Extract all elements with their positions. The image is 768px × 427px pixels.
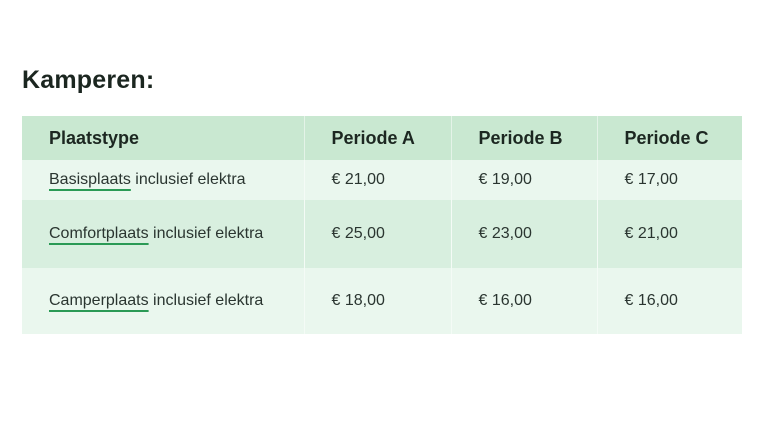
price-periode-a: € 25,00 (304, 200, 451, 268)
comfortplaats-link[interactable]: Comfortplaats (49, 225, 149, 242)
column-header-periode-b: Periode B (451, 116, 597, 160)
type-cell (22, 268, 304, 334)
table-row (22, 160, 742, 200)
column-header-plaatstype: Plaatstype (22, 116, 304, 160)
camperplaats-link[interactable]: Camperplaats (49, 292, 149, 309)
column-header-periode-c: Periode C (597, 116, 742, 160)
type-suffix: inclusief elektra (148, 225, 264, 242)
price-periode-b: € 16,00 (451, 268, 597, 334)
table-row (22, 200, 742, 268)
price-periode-a: € 18,00 (304, 268, 451, 334)
type-suffix: inclusief elektra (130, 171, 246, 188)
price-periode-a: € 21,00 (304, 160, 451, 200)
price-periode-c: € 21,00 (597, 200, 742, 268)
price-periode-b: € 23,00 (451, 200, 597, 268)
section-title: Kamperen: (22, 66, 155, 94)
type-suffix: inclusief elektra (148, 292, 264, 309)
type-cell (22, 160, 304, 200)
table-row (22, 268, 742, 334)
price-periode-c: € 17,00 (597, 160, 742, 200)
column-header-periode-a: Periode A (304, 116, 451, 160)
price-table (22, 116, 742, 334)
type-cell (22, 200, 304, 268)
basisplaats-link[interactable]: Basisplaats (49, 171, 131, 188)
table-header-row (22, 116, 742, 160)
price-periode-b: € 19,00 (451, 160, 597, 200)
price-periode-c: € 16,00 (597, 268, 742, 334)
